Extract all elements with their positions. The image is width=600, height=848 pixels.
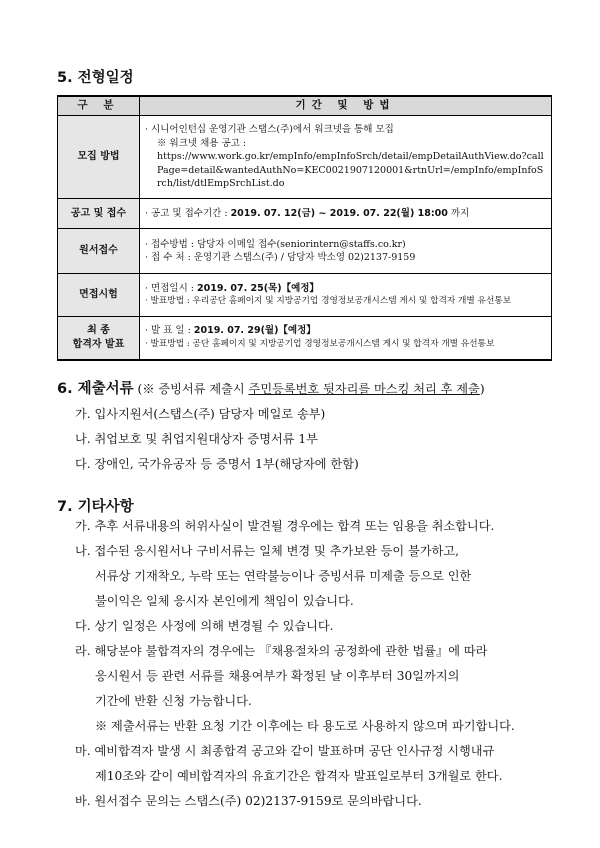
notice-period-prefix: · 공고 및 접수기간 : [145, 207, 231, 219]
row-label-recruit-method: 모집 방법 [58, 116, 140, 199]
row-label-final-announce [58, 317, 140, 360]
table-row [58, 229, 552, 274]
recruit-line-1: · 시니어인턴십 운영기관 스탭스(주)에서 워크넷을 통해 모집 [145, 124, 394, 136]
submit-item-na: 나. 취업보호 및 취업지원대상자 증명서류 1부 [75, 432, 318, 446]
notice-period-dates: 2019. 07. 12(금) ~ 2019. 07. 22(월) 18:00 [230, 207, 448, 219]
section-6-title [57, 377, 485, 398]
misc-line: 나. 접수된 응시원서나 구비서류는 일체 변경 및 추가보완 등이 불가하고, [75, 544, 460, 558]
row-content-final-announce [140, 317, 552, 360]
section-6-note-prefix: (※ 증빙서류 제출시 [133, 382, 249, 396]
table-header-row [58, 96, 552, 116]
misc-line: 서류상 기재착오, 누락 또는 연락불능이나 증빙서류 미제출 등으로 인한 [95, 569, 472, 583]
misc-line: 응시원서 등 관련 서류를 채용여부가 확정된 날 이후부터 30일까지의 [95, 669, 460, 683]
row-content-notice-apply [140, 199, 552, 229]
worknet-notice-label: ※ 워크넷 채용 공고 : [157, 137, 247, 149]
misc-line: 불이익은 일체 응시자 본인에게 책임이 있습니다. [95, 594, 354, 608]
row-content-interview [140, 274, 552, 317]
misc-line: 가. 추후 서류내용의 허위사실이 발견될 경우에는 합격 또는 임용을 취소합니다. [75, 519, 495, 533]
table-row [58, 317, 552, 360]
notice-period-suffix: 까지 [447, 207, 470, 219]
table-row [58, 199, 552, 229]
misc-line: 마. 예비합격자 발생 시 최종합격 공고와 같이 발표하며 공단 인사규정 시행내규 [75, 744, 495, 758]
schedule-table [57, 95, 552, 361]
section-7-title: 7. 기타사항 [57, 499, 134, 515]
header-period-method: 기간 및 방법 [140, 96, 552, 116]
final-label-line-2: 합격자 발표 [72, 338, 125, 350]
interview-date-prefix: · 면접일시 : [145, 282, 197, 294]
misc-note: ※ 제출서류는 반환 요청 기간 이후에는 타 용도로 사용하지 않으며 파기합니다. [95, 719, 515, 733]
application-office: · 접 수 처 : 운영기관 스탭스(주) / 담당자 박소영 02)2137-9159 [145, 252, 416, 263]
interview-date: 2019. 07. 25(목)【예정】 [197, 282, 319, 294]
misc-line: 라. 해당분야 불합격자의 경우에는 『채용절차의 공정화에 관한 법률』에 따라 [75, 644, 488, 658]
misc-line: 바. 원서접수 문의는 스탭스(주) 02)2137-9159로 문의바랍니다. [75, 794, 422, 808]
application-method: · 접수방법 : 담당자 이메일 접수(seniorintern@staffs.co.kr) [145, 238, 406, 250]
section-6-note-suffix: ) [479, 382, 485, 396]
table-row [58, 274, 552, 317]
section-6-note-underline: 주민등록번호 뒷자리를 마스킹 처리 후 제출 [248, 382, 480, 396]
section-6-heading: 6. 제출서류 [57, 381, 134, 397]
row-label-application: 원서접수 [58, 229, 140, 274]
final-label-line-1: 최 종 [87, 325, 110, 337]
submit-item-da: 다. 장애인, 국가유공자 등 증명서 1부(해당자에 한함) [75, 457, 359, 471]
interview-announce-method: · 발표방법 : 우리공단 홈페이지 및 지방공기업 경영정보공개시스템 게시 및 합격자 개별 유선통보 [145, 296, 512, 306]
submit-item-ga: 가. 입사지원서(스탭스(주) 담당자 메일로 송부) [75, 407, 326, 421]
row-label-notice-apply: 공고 및 접수 [58, 199, 140, 229]
final-announce-method: · 발표방법 : 공단 홈페이지 및 지방공기업 경영정보공개시스템 게시 및 합격자 개별 유선통보 [145, 338, 495, 349]
final-date: 2019. 07. 29(월)【예정】 [193, 325, 316, 337]
row-content-application [140, 229, 552, 274]
row-content-recruit-method [140, 116, 552, 199]
misc-line: 제10조와 같이 예비합격자의 유효기간은 합격자 발표일로부터 3개월로 한다. [95, 769, 503, 783]
misc-line: 다. 상기 일정은 사정에 의해 변경될 수 있습니다. [75, 619, 334, 633]
section-5-title: 5. 전형일정 [57, 70, 134, 86]
worknet-link[interactable]: https://www.work.go.kr/empInfo/empInfoSrch/detail/empDetailAuthView.do?callPage=detail&wantedAuthNo=KEC0021907120001&rtnUrl=/empInfo/empInfoSrch/list/dtlEmpSrchList.do [157, 151, 544, 190]
row-label-interview: 면접시험 [58, 274, 140, 317]
table-row [58, 116, 552, 199]
misc-line: 기간에 반환 신청 가능합니다. [95, 694, 252, 708]
header-category: 구 분 [58, 96, 140, 116]
final-date-prefix: · 발 표 일 : [145, 325, 194, 337]
